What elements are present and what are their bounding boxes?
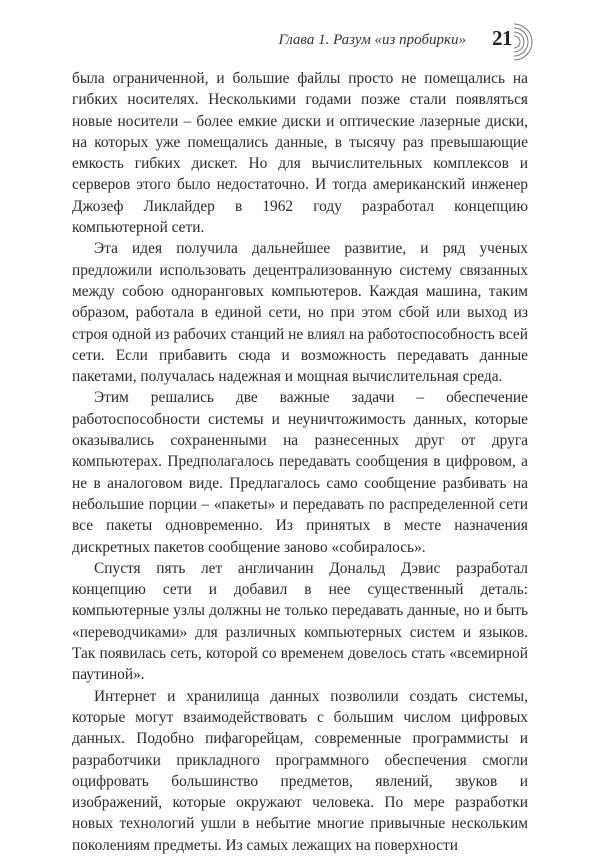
paragraph: Эта идея получила дальнейшее развитие, и ряд ученых предложили использовать децентрализованную систему связанных между собою одноранговых компьютеров. Каждая машина, таким образом, работала в единой сети, но при этом сбой или выход из строя одной из рабочих станций не влиял на работоспособность всей сети. Если прибавить сюда и возможность передавать данные пакетами, получалась надежная и мощная вычислительная среда.: [72, 240, 528, 386]
paragraph: Этим решались две важные задачи – обеспечение работоспособности системы и неуничтожимость данных, которые оказывались сохраненными на разнесенных друг от друга компьютерах. Предполагалось передавать сообщения в цифровом, а не в аналоговом виде. Предлагалось само сообщение разбивать на небольшие порции – «пакеты» и передавать по распределенной сети все пакеты одновременно. Из принятых в месте назначения дискретных пакетов сообщение заново «собиралось».: [72, 389, 528, 556]
paragraph: была ограниченной, и большие файлы просто не помещались на гибких носителях. Несколькими годами позже стали появляться новые носители – более емкие диски и оптические лазерные диски, на которых уже помещались данные, в тысячу раз превышающие емкость гибких дискет. Но для вычислительных комплексов и серверов этого было недостаточно. И тогда американский инженер Джозеф Ликлайдер в 1962 году разработал концепцию компьютерной сети.: [72, 70, 528, 237]
paragraph: Спустя пять лет англичанин Дональд Дэвис разработал концепцию сети и добавил в нее существенный деталь: компьютерные узлы должны не только передавать данные, но и быть «переводчиками» для различных компьютерных систем и языков. Так появилась сеть, которой со временем довелось стать «всемирной паутиной».: [72, 559, 528, 684]
page-number: 21: [492, 26, 512, 50]
running-header: [70, 26, 536, 60]
decorative-arcs-icon: [496, 20, 536, 64]
chapter-title: Глава 1. Разум «из пробирки»: [278, 32, 466, 48]
paragraph: Интернет и хранилища данных позволили создать системы, которые могут взаимодействовать с большим числом цифровых данных. Подобно пифагорейцам, современные программисты и разработчики прикладного программного обеспечения смогли оцифровать большинство предметов, явлений, звуков и изображений, которые окружают человека. По мере разработки новых технологий ушли в небытие многие привычные нескольким поколениям предметы. Из самых лежащих на поверхности: [72, 687, 528, 854]
body-text: [72, 68, 528, 856]
